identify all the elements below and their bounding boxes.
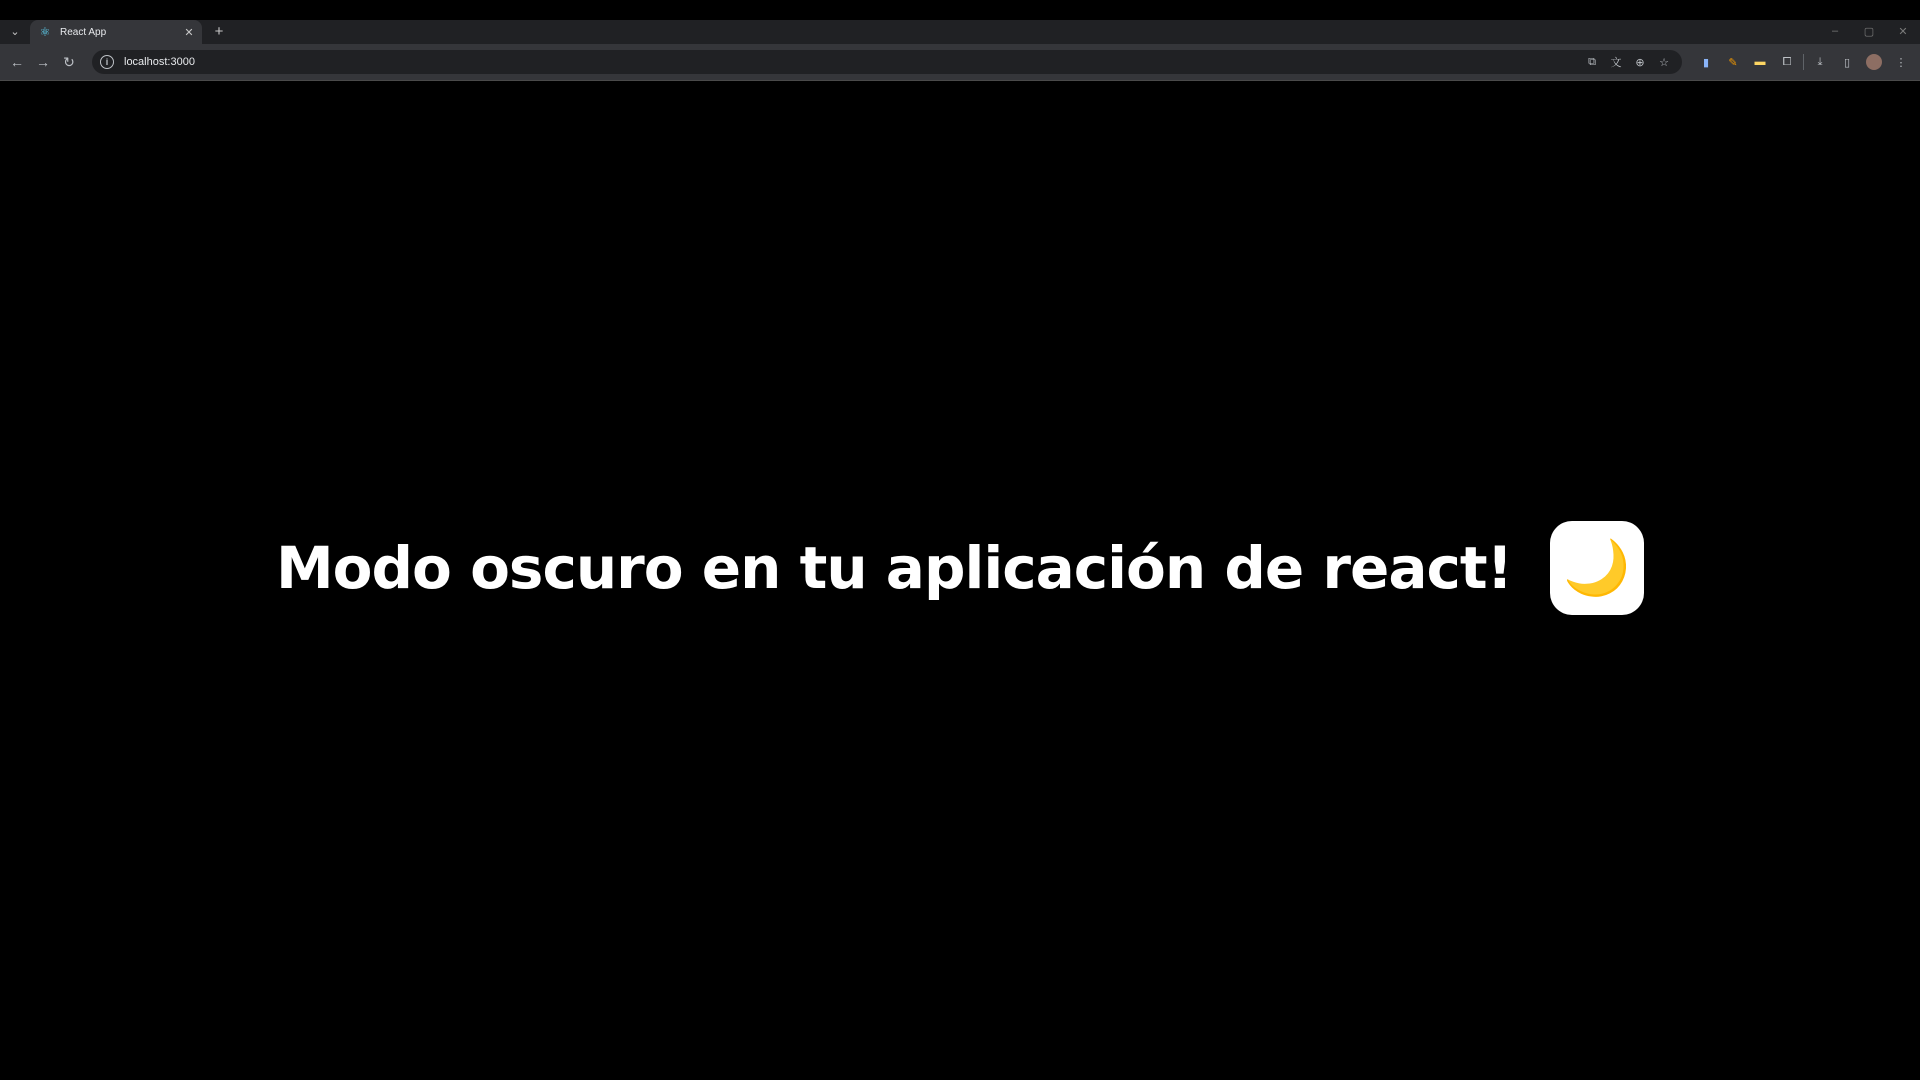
close-window-button[interactable]: ✕ (1898, 25, 1908, 38)
tab-strip (0, 0, 1920, 44)
window-top-gap (0, 0, 1920, 20)
tab-title: React App (60, 26, 107, 38)
reload-button[interactable]: ↻ (63, 53, 75, 70)
browser-toolbar (0, 44, 1920, 81)
translate-icon[interactable]: 文 (1610, 57, 1622, 69)
zoom-icon[interactable]: ⊕ (1635, 56, 1645, 69)
back-button[interactable]: ← (10, 54, 24, 70)
maximize-button[interactable]: ▢ (1863, 25, 1875, 38)
extension-3-icon[interactable]: ▬ (1754, 56, 1766, 68)
react-icon: ⚛ (39, 25, 51, 39)
forward-button[interactable]: → (36, 54, 50, 70)
hero-section (0, 521, 1920, 615)
minimize-button[interactable]: – (1831, 25, 1839, 37)
site-info-icon[interactable]: i (100, 55, 114, 69)
tab-react-app[interactable] (30, 20, 202, 44)
extension-area (1695, 51, 1912, 73)
install-app-icon[interactable]: ⧉ (1588, 55, 1596, 68)
tab-close-icon[interactable]: ✕ (184, 26, 194, 39)
omnibox-actions (1582, 50, 1674, 74)
theme-toggle-button[interactable] (1550, 521, 1644, 615)
profile-avatar[interactable] (1866, 54, 1882, 70)
bookmark-star-icon[interactable]: ☆ (1659, 56, 1669, 69)
window-controls (1818, 20, 1920, 42)
side-panel-icon[interactable]: ▯ (1843, 56, 1851, 69)
tab-list-button[interactable]: ⌄ (10, 25, 20, 38)
page-viewport (0, 81, 1920, 1080)
extension-1-icon[interactable]: ▮ (1702, 56, 1710, 69)
toolbar-separator (1803, 54, 1804, 70)
moon-icon: 🌙 (1563, 538, 1631, 598)
extensions-puzzle-icon[interactable]: ⧠ (1782, 55, 1792, 68)
downloads-icon[interactable]: ⤓ (1817, 55, 1823, 68)
browser-menu-icon[interactable]: ⋮ (1895, 56, 1907, 69)
address-bar[interactable] (92, 50, 1682, 74)
extension-2-icon[interactable]: ✎ (1728, 56, 1738, 69)
page-title: Modo oscuro en tu aplicación de react! (275, 534, 1513, 602)
new-tab-button[interactable]: + (214, 22, 224, 40)
url-text[interactable]: localhost:3000 (124, 56, 195, 68)
